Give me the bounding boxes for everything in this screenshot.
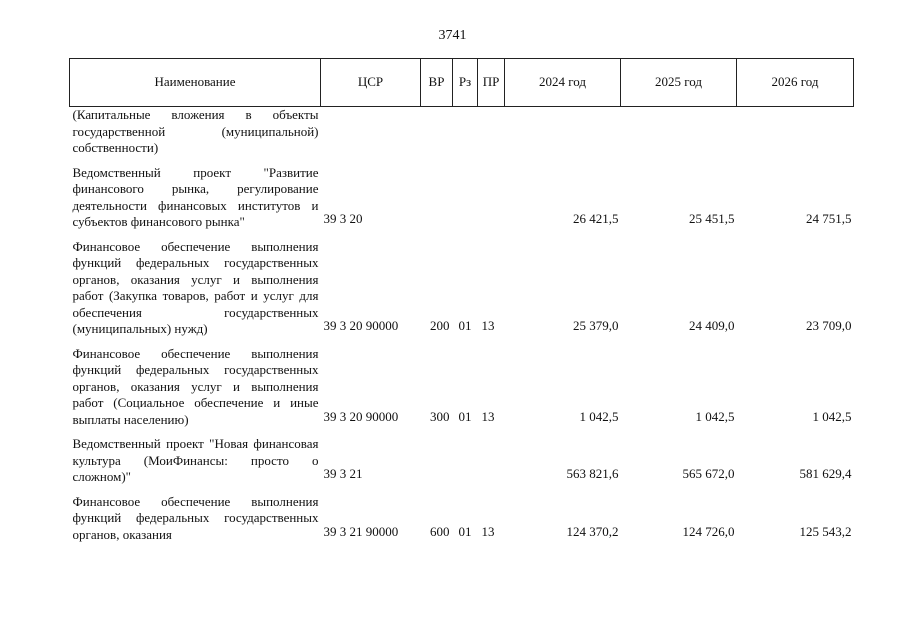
row-pr: 13 [481,318,495,333]
row-spacer [70,157,854,165]
row-amount-2026: 125 543,2 [799,523,852,539]
row-spacer [70,428,854,436]
row-amount-2024: 1 042,5 [579,408,619,424]
row-vr: 300 [430,408,450,424]
header-csr: ЦСР [321,59,421,107]
table-row [70,165,854,231]
row-spacer [70,338,854,346]
row-amount-2024: 563 821,6 [566,466,619,481]
row-name: Финансовое обеспечение выполнения функций федеральных государственных органов, оказания услуг и выполнения работ (Социальное обеспечение и иные выплаты населению) [72,345,319,427]
row-amount-2025: 124 726,0 [682,523,735,539]
row-amount-2026: 23 709,0 [806,318,852,333]
table-row [70,346,854,429]
row-pr: 13 [481,523,495,539]
table-row [70,107,854,157]
header-2024: 2024 год [505,59,621,107]
row-csr [321,107,421,157]
table-row [70,436,854,486]
row-amount-2025: 1 042,5 [695,408,735,424]
row-amount-2025: 24 409,0 [689,318,735,333]
row-amount-2026: 1 042,5 [812,408,852,424]
row-vr: 200 [430,318,450,333]
row-amount-2024 [505,107,621,157]
row-amount-2024: 124 370,2 [566,523,619,539]
row-vr [421,436,453,486]
table-header [70,59,854,107]
row-csr: 39 3 20 90000 [323,408,399,424]
row-amount-2025 [621,107,737,157]
budget-table [69,58,854,543]
header-2025: 2025 год [621,59,737,107]
row-rz [453,165,478,231]
row-vr [421,107,453,157]
row-csr: 39 3 20 90000 [323,318,399,333]
table-row [70,239,854,338]
row-rz: 01 [458,408,472,424]
row-amount-2026: 24 751,5 [806,211,852,226]
row-rz: 01 [458,523,472,539]
header-pr: ПР [478,59,505,107]
row-rz: 01 [458,318,472,333]
table-row [70,494,854,544]
row-rz [453,107,478,157]
row-name: Ведомственный проект "Новая финансовая культура (МоиФинансы: просто о сложном)" [72,436,319,484]
row-csr: 39 3 21 90000 [323,523,399,539]
row-csr: 39 3 20 [323,211,363,226]
row-amount-2025: 25 451,5 [689,211,735,226]
row-name: Финансовое обеспечение выполнения функций федеральных государственных органов, оказания [72,493,319,542]
page-number: 3741 [438,28,467,43]
row-name: Ведомственный проект "Развитие финансового рынка, регулирование деятельности финансовых институтов и субъектов финансового рынка" [72,164,319,229]
header-2026: 2026 год [737,59,854,107]
row-name: Финансовое обеспечение выполнения функций федеральных государственных органов, оказания услуг и выполнения работ (Закупка товаров, работ и услуг для обеспечения государственных (муниципальных) нужд) [72,238,319,336]
row-vr [421,165,453,231]
row-rz [453,436,478,486]
row-vr: 600 [430,523,450,539]
row-pr [478,436,505,486]
row-amount-2025: 565 672,0 [682,466,735,481]
row-amount-2024: 25 379,0 [573,318,619,333]
row-amount-2026: 581 629,4 [799,466,852,481]
row-csr: 39 3 21 [323,466,363,481]
row-spacer [70,231,854,239]
row-spacer [70,486,854,494]
row-pr: 13 [481,408,495,424]
row-pr [478,107,505,157]
row-amount-2024: 26 421,5 [573,211,619,226]
header-rz: Рз [453,59,478,107]
row-pr [478,165,505,231]
row-amount-2026 [737,107,854,157]
header-vr: ВР [421,59,453,107]
header-name: Наименование [70,59,321,107]
table-body [70,107,854,544]
row-name: (Капитальные вложения в объекты государственной (муниципальной) собственности) [72,107,319,155]
